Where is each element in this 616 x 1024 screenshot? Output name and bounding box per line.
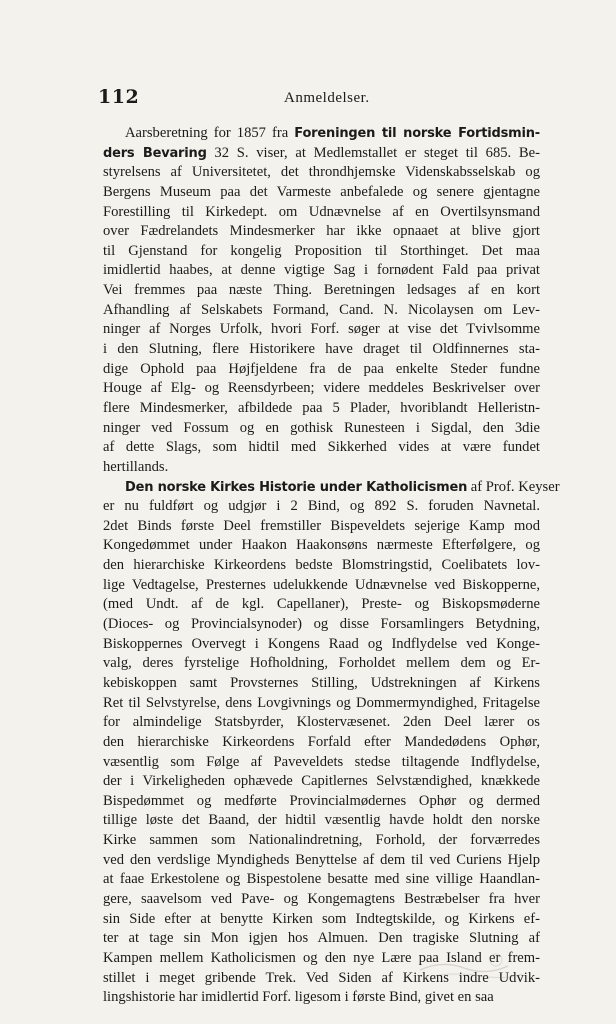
text-run: hertillands.	[103, 458, 169, 475]
text-line	[103, 360, 540, 380]
text-run: er nu fuldført og udgjør i 2 Bind, og 892 S. foruden Navnetal.	[103, 498, 540, 515]
text-run: (med Undt. af de kgl. Capellaner), Preste- og Biskopsmøderne	[103, 596, 540, 613]
text-line	[103, 124, 540, 144]
text-line	[103, 792, 540, 812]
text-line	[103, 222, 540, 242]
text-line	[103, 478, 560, 498]
text-run: imidlertid haabes, at denne vigtige Sag i fornødent Fald paa privat	[103, 262, 540, 279]
text-run: valg, deres fyrstelige Hofholdning, Forholdet mellem dem og Er-	[103, 655, 540, 672]
text-run: Bergens Museum paa det Varmeste anbefalede og senere gjentagne	[103, 183, 540, 200]
text-line	[103, 870, 540, 890]
text-line	[103, 576, 540, 596]
text-line	[103, 458, 540, 478]
text-line	[103, 144, 540, 164]
text-line	[103, 890, 540, 910]
text-line	[103, 753, 540, 773]
text-run: Forestilling til Kirkedept. om Udnævnelse af en Overtilsynsmand	[103, 203, 540, 220]
text-run: ninger ved Fossum og en gothisk Runesteen i Sigdal, den 3die	[103, 419, 540, 436]
text-line	[103, 988, 540, 1008]
text-line	[103, 320, 540, 340]
bold-title-text: Den norske Kirkes Historie under Katholicismen	[125, 479, 468, 495]
text-run: kebiskoppen samt Provsternes Stilling, Udstrekningen af Kirkens	[103, 674, 540, 691]
text-line	[103, 556, 540, 576]
text-run: flere Mindesmerker, afbildede paa 5 Plader, hvoriblandt Helleristn-	[103, 399, 540, 416]
text-run: dige Ophold paa Højfjeldene fra de paa enkelte Steder fundne	[103, 360, 540, 377]
text-run: lige Vedtagelse, Presternes udelukkende Udnævnelse ved Biskopperne,	[103, 576, 540, 593]
text-line	[103, 203, 540, 223]
text-line	[103, 674, 540, 694]
text-run: Kongedømmet under Haakon Haakonsøns nærmeste Efterfølgere, og	[103, 537, 540, 554]
text-run: ninger af Norges Urfolk, hvori Forf. søger at vise det Tvivlsomme	[103, 321, 540, 338]
text-line	[103, 910, 540, 930]
page-header	[98, 86, 538, 110]
body-text	[103, 124, 560, 1008]
text-line	[103, 301, 540, 321]
text-line	[103, 811, 540, 831]
text-line	[103, 536, 540, 556]
text-run: Kampen mellem Katholicismen og den nye Lære paa Island er frem-	[103, 949, 540, 966]
library-stamp-mark	[412, 946, 532, 986]
text-run: Biskoppernes Overvegt i Kongens Raad og Indflydelse ved Konge-	[103, 635, 540, 652]
text-run: der i Virkeligheden ophævede Capitlernes Selvstændighed, knækkede	[103, 773, 540, 790]
text-line	[103, 831, 540, 851]
text-run: Vei fremmes paa næste Thing. Beretningen ledsages af en kort	[103, 282, 540, 299]
text-line	[103, 399, 540, 419]
text-line	[103, 379, 540, 399]
text-run: for almindelige Statsbyrder, Klostervæsenet. 2den Deel lærer os	[103, 714, 540, 731]
text-line	[103, 635, 540, 655]
text-run: 32 S. viser, at Medlemstallet er steget til 685. Be-	[206, 144, 540, 161]
text-run: 2det Binds første Deel fremstiller Bispeveldets sejerige Kamp mod	[103, 517, 540, 534]
text-run: Aarsberetning for 1857 fra	[125, 125, 295, 141]
text-run: i den Slutning, flere Historikere have draget til Oldfinnernes sta-	[103, 341, 540, 358]
text-line	[103, 261, 540, 281]
text-line	[103, 419, 540, 439]
bold-title-text: Foreningen til norske Fortidsmin-	[294, 126, 540, 141]
text-line	[103, 163, 540, 183]
text-line	[103, 851, 540, 871]
text-line	[103, 183, 540, 203]
text-run: gere, saavelsom ved Pave- og Kongemagtens Bestræbelser fra hver	[103, 890, 540, 907]
text-run: Kirke sammen som Nationalindretning, Forhold, der forværredes	[103, 832, 540, 849]
text-run: over Fædrelandets Mindesmerker har ikke opnaaet at blive gjort	[103, 223, 540, 240]
text-line	[103, 713, 540, 733]
text-run: væsentlig som Følge af Paveveldets stedse tiltagende Indflydelse,	[103, 753, 540, 770]
text-run: lingshistorie har imidlertid Forf. ligesom i første Bind, givet en saa	[103, 989, 494, 1006]
text-line	[103, 615, 540, 635]
text-line	[103, 595, 540, 615]
text-run: til Gjenstand for kongelig Proposition til Storthinget. Det maa	[103, 242, 540, 259]
text-line	[103, 772, 540, 792]
text-run: den hierarchiske Kirkeordens bedste Blomstringstid, Coelibatets lov-	[103, 557, 540, 574]
text-line	[103, 733, 540, 753]
text-line	[103, 281, 540, 301]
text-line	[103, 497, 540, 517]
text-run: styrelsens af Universitetet, det throndhjemske Videnskabsselskab og	[103, 164, 540, 181]
running-head: Anmeldelser.	[284, 90, 370, 106]
text-line	[103, 242, 540, 262]
text-line	[103, 340, 540, 360]
text-run: ter at tage sin Mon igjen hos Almuen. Den tragiske Slutning af	[103, 930, 540, 947]
text-run: (Dioces- og Provincialsynoder) og disse Forsamlingers Betydning,	[103, 616, 540, 633]
text-run: den hierarchiske Kirkeordens Forfald efter Mandedødens Ophør,	[103, 733, 540, 750]
text-run: af Prof. Keyser	[467, 478, 560, 495]
text-line	[103, 438, 540, 458]
text-run: stillet i meget gribende Trek. Ved Siden af Kirkens indre Udvik-	[103, 969, 540, 986]
text-run: tillige løste det Baand, der hidtil væsentlig havde holdt den norske	[103, 812, 540, 829]
text-run: Afhandling af Selskabets Formand, Cand. N. Nicolaysen om Lev-	[103, 301, 540, 318]
page-number: 112	[98, 86, 140, 108]
text-run: Ret til Selvstyrelse, dens Lovgivnings og Dommermyndighed, Fritagelse	[103, 694, 540, 711]
text-line	[103, 694, 540, 714]
bold-title-text: ders Bevaring	[103, 145, 207, 161]
text-run: ved den verdslige Myndigheds Benyttelse af dem til ved Curiens Hjelp	[103, 851, 540, 868]
text-run: Bispedømmet og medførte Provincialmødernes Ophør og dermed	[103, 792, 540, 809]
text-run: Houge af Elg- og Reensdyrbeen; videre meddeles Beskrivelser over	[103, 380, 540, 397]
text-run: at faae Erkestolene og Bispestolene besatte med sine villige Haandlan-	[103, 871, 540, 888]
text-line	[103, 654, 540, 674]
text-run: af dette Slags, som hidtil med Sikkerhed vides at være fundet	[103, 439, 540, 456]
text-run: sin Side efter at benytte Kirken som Indtegtskilde, og Kirkens ef-	[103, 910, 540, 927]
text-line	[103, 517, 540, 537]
